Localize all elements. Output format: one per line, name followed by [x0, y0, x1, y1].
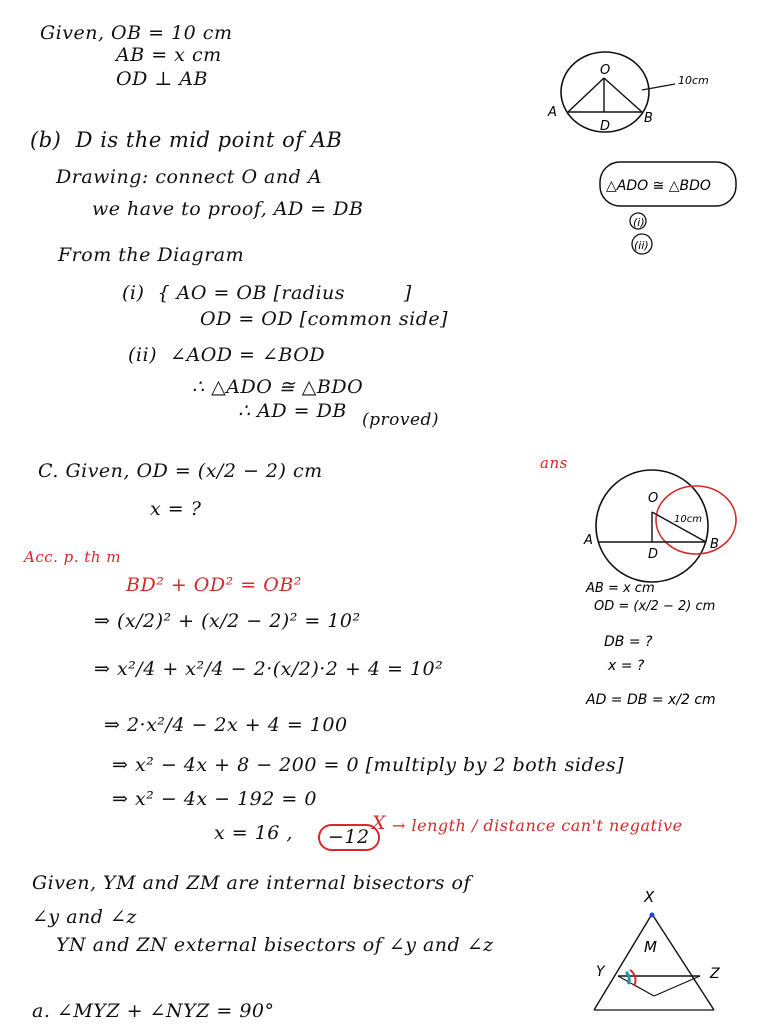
- equation-1: BD² + OD² = OB²: [126, 574, 302, 596]
- fig3-label-x: X: [644, 888, 655, 906]
- part-c-given: C. Given, OD = (x/2 − 2) cm: [38, 460, 323, 482]
- line-oa: [568, 78, 604, 112]
- part-b-therefore-1: ∴ △ADO ≅ △BDO: [192, 376, 364, 398]
- fig2-od: OD = (x/2 − 2) cm: [594, 599, 716, 614]
- fig2-label-a: A: [584, 533, 593, 548]
- given-ab: AB = x cm: [116, 44, 222, 66]
- corner-note: ans: [540, 454, 568, 472]
- equation-2: ⇒ (x/2)² + (x/2 − 2)² = 10²: [94, 610, 361, 632]
- fig1-label-d: D: [600, 119, 611, 134]
- fig1-label-b: B: [644, 111, 653, 126]
- side-xz: [652, 914, 714, 1010]
- circle-figure-2: [570, 460, 760, 720]
- fig3-label-z: Z: [710, 966, 720, 982]
- part-d-given-1: Given, YM and ZM are internal bisectors of: [32, 872, 471, 894]
- part-c-find-x: x = ?: [150, 498, 202, 520]
- negative-note: → length / distance can't negative: [392, 816, 683, 835]
- fig2-db: DB = ?: [604, 634, 653, 650]
- triangle-figure: [580, 880, 760, 1024]
- fig3-label-y: Y: [596, 964, 605, 980]
- angle-mark-teal: [626, 972, 629, 984]
- part-b-to-prove: we have to proof, AD = DB: [92, 198, 364, 220]
- fig2-label-b: B: [710, 537, 719, 552]
- given-ob: Given, OB = 10 cm: [40, 22, 233, 44]
- fig3-label-m: M: [644, 938, 657, 956]
- fig1-mark-ii: (ii): [634, 239, 649, 252]
- part-d-given-3: YN and ZN external bisectors of ∠y and ∠z: [56, 934, 494, 956]
- fig1-label-a: A: [548, 105, 557, 120]
- part-b-step-2: (ii) ∠AOD = ∠BOD: [128, 344, 326, 366]
- part-b-from-diagram: From the Diagram: [58, 244, 245, 266]
- cross-mark: X: [372, 812, 387, 834]
- part-d-equation: a. ∠MYZ + ∠NYZ = 90°: [32, 1000, 275, 1022]
- vertex-x-dot: [650, 913, 655, 918]
- fig1-radius-label: 10cm: [678, 74, 709, 87]
- fig1-mark-i: (i): [633, 216, 645, 229]
- part-b-therefore-2: ∴ AD = DB: [238, 400, 347, 422]
- circle-figure-1: [540, 40, 740, 260]
- side-xy: [594, 914, 652, 1010]
- fig2-ab: AB = x cm: [586, 581, 655, 596]
- fig2-label-d: D: [648, 547, 659, 562]
- fig2-x: x = ?: [608, 658, 645, 674]
- equation-7: x = 16 ,: [214, 822, 293, 844]
- equation-5: ⇒ x² − 4x + 8 − 200 = 0 [multiply by 2 both sides]: [112, 754, 625, 776]
- equation-3: ⇒ x²/4 + x²/4 − 2·(x/2)·2 + 4 = 10²: [94, 658, 444, 680]
- radius-pointer: [642, 84, 675, 90]
- bisector-zm: [654, 976, 700, 996]
- part-b-heading: (b) D is the mid point of AB: [30, 128, 343, 152]
- fig2-radius-label: 10cm: [674, 514, 702, 525]
- fig2-ad-db: AD = DB = x/2 cm: [586, 692, 716, 708]
- part-b-proved: (proved): [362, 410, 440, 430]
- equation-6: ⇒ x² − 4x − 192 = 0: [112, 788, 317, 810]
- fig2-label-o: O: [648, 491, 659, 506]
- part-b-step-1a: (i) { AO = OB [radius ]: [122, 282, 412, 304]
- line-ob: [604, 78, 642, 112]
- part-d-given-2: ∠y and ∠z: [32, 906, 137, 928]
- rejected-root: −12: [318, 824, 380, 851]
- fig1-label-o: O: [600, 63, 611, 78]
- part-b-step-1b: OD = OD [common side]: [200, 308, 449, 330]
- fig1-congruence: △ADO ≅ △BDO: [606, 178, 711, 194]
- equation-4: ⇒ 2·x²/4 − 2x + 4 = 100: [104, 714, 348, 736]
- margin-note: Acc. p. th m: [24, 548, 121, 566]
- given-od-perp: OD ⊥ AB: [116, 68, 208, 90]
- part-b-drawing: Drawing: connect O and A: [56, 166, 323, 188]
